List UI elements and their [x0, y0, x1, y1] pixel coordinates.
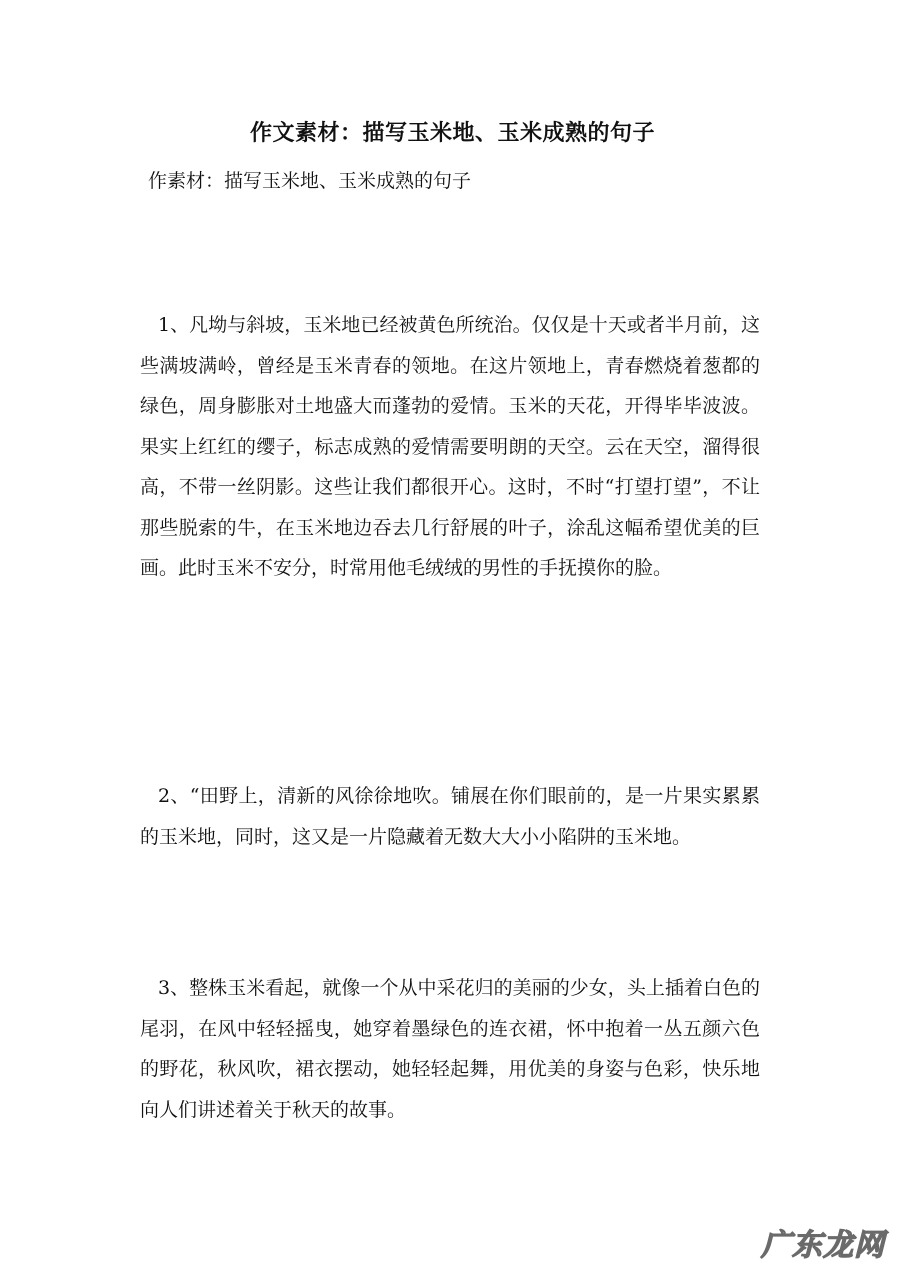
document-subtitle: 作素材：描写玉米地、玉米成熟的句子	[148, 170, 472, 192]
paragraph-2	[140, 776, 760, 857]
paragraph-3-text: 3、整株玉米看起，就像一个从中采花归的美丽的少女，头上插着白色的尾羽，在风中轻轻摇曳，她穿着墨绿色的连衣裙，怀中抱着一丛五颜六色的野花，秋风吹，裙衣摆动，她轻轻起舞，用优美的身姿与色彩，快乐地向人们讲述着关于秋天的故事。	[140, 977, 760, 1121]
paragraph-1	[140, 305, 760, 589]
paragraph-1-text: 1、凡坳与斜坡，玉米地已经被黄色所统治。仅仅是十天或者半月前，这些满坡满岭，曾经是玉米青春的领地。在这片领地上，青春燃烧着葱都的绿色，周身膨胀对土地盛大而蓬勃的爱情。玉米的天花，开得毕毕波波。果实上红红的缨子，标志成熟的爱情需要明朗的天空。云在天空，溜得很高，不带一丝阴影。这些让我们都很开心。这时，不时“打望打望”，不让那些脱索的牛，在玉米地边吞去几行舒展的叶子，涂乱这幅希望优美的巨画。此时玉米不安分，时常用他毛绒绒的男性的手抚摸你的脸。	[140, 314, 760, 579]
paragraph-2-text: 2、“田野上，清新的风徐徐地吹。铺展在你们眼前的，是一片果实累累的玉米地，同时，这又是一片隐藏着无数大大小小陷阱的玉米地。	[140, 785, 760, 848]
paragraph-3	[140, 968, 760, 1130]
document-title: 作文素材：描写玉米地、玉米成熟的句子	[249, 120, 655, 146]
watermark-logo: 广东龙网	[761, 1228, 885, 1263]
